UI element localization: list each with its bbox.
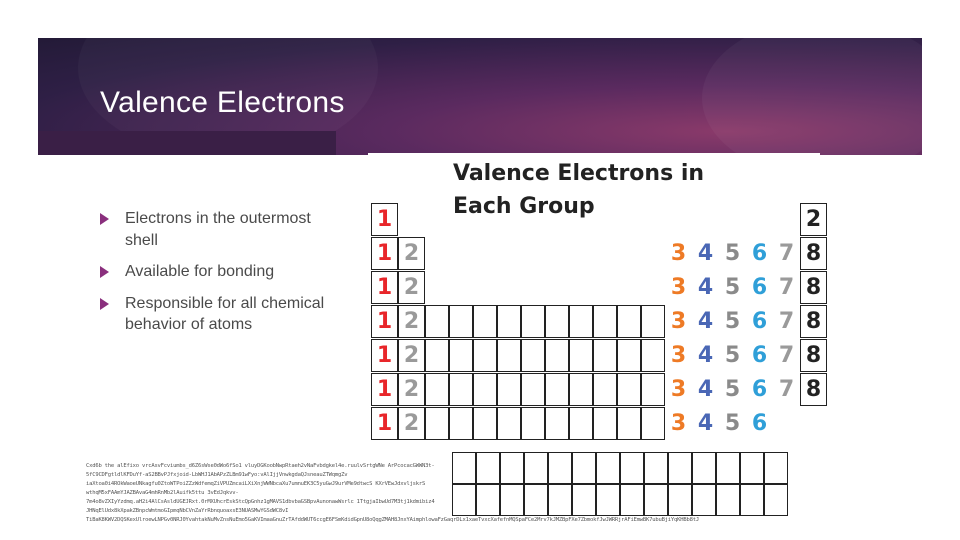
empty-grid-cell	[572, 452, 596, 484]
group-6-cell: 6	[751, 309, 768, 334]
group-6-cell: 6	[751, 275, 768, 300]
transition-cell	[521, 339, 545, 372]
group-7-cell: 7	[778, 241, 795, 266]
empty-grid-cell	[644, 484, 668, 516]
transition-cell	[449, 305, 473, 338]
transition-cell	[497, 407, 521, 440]
group-6-cell: 6	[751, 377, 768, 402]
empty-grid-cell	[500, 452, 524, 484]
valence-table-figure	[368, 153, 822, 436]
transition-cell	[497, 305, 521, 338]
empty-grid-cell	[716, 452, 740, 484]
empty-grid-cell	[476, 484, 500, 516]
transition-cell	[545, 373, 569, 406]
empty-grid-cell	[668, 484, 692, 516]
banner-strip	[38, 131, 336, 155]
group-4-cell: 4	[697, 343, 714, 368]
empty-grid-cell	[476, 452, 500, 484]
empty-grid-cell	[740, 484, 764, 516]
empty-grid-cell	[740, 452, 764, 484]
triangle-bullet-icon	[100, 298, 109, 310]
transition-cell	[497, 339, 521, 372]
empty-grid-cell	[692, 484, 716, 516]
group-2-cell: 2	[398, 339, 425, 372]
transition-cell	[617, 305, 641, 338]
group-2-cell: 2	[398, 373, 425, 406]
group-3-cell: 3	[670, 275, 687, 300]
group-1-cell: 1	[371, 305, 398, 338]
transition-cell	[449, 407, 473, 440]
empty-grid-cell	[548, 484, 572, 516]
bullet-text: Available for bonding	[125, 263, 275, 280]
transition-cell	[617, 373, 641, 406]
group-1-cell: 1	[371, 407, 398, 440]
empty-grid-cell	[716, 484, 740, 516]
bullet-item	[100, 293, 340, 336]
group-1-cell: 1	[371, 237, 398, 270]
transition-cell	[641, 305, 665, 338]
group-8-cell: 8	[800, 237, 827, 270]
empty-grid-cell	[524, 452, 548, 484]
transition-cell	[521, 305, 545, 338]
empty-grid-cell	[548, 452, 572, 484]
empty-grid-cell	[620, 484, 644, 516]
bullet-text: Responsible for all chemical behavior of atoms	[125, 294, 325, 333]
transition-cell	[617, 339, 641, 372]
group-3-cell: 3	[670, 241, 687, 266]
group-5-cell: 5	[724, 309, 741, 334]
group-1-cell: 1	[371, 339, 398, 372]
group-3-cell: 3	[670, 377, 687, 402]
figure-title: Valence Electrons in Each Group	[453, 161, 705, 219]
empty-grid-cell	[668, 452, 692, 484]
transition-cell	[449, 339, 473, 372]
transition-cell	[593, 339, 617, 372]
group-3-cell: 3	[670, 411, 687, 436]
group-8-cell: 2	[800, 203, 827, 236]
group-4-cell: 4	[697, 275, 714, 300]
transition-cell	[545, 339, 569, 372]
group-4-cell: 4	[697, 241, 714, 266]
transition-cell	[593, 373, 617, 406]
transition-cell	[473, 339, 497, 372]
transition-cell	[473, 305, 497, 338]
transition-cell	[521, 373, 545, 406]
empty-grid-cell	[620, 452, 644, 484]
group-2-cell: 2	[398, 407, 425, 440]
triangle-bullet-icon	[100, 266, 109, 278]
transition-cell	[545, 407, 569, 440]
group-2-cell: 2	[398, 305, 425, 338]
transition-cell	[617, 407, 641, 440]
group-1-cell: 1	[371, 203, 398, 236]
group-3-cell: 3	[670, 309, 687, 334]
transition-cell	[593, 305, 617, 338]
group-4-cell: 4	[697, 309, 714, 334]
transition-cell	[593, 407, 617, 440]
transition-cell	[641, 407, 665, 440]
group-7-cell: 7	[778, 309, 795, 334]
transition-cell	[425, 305, 449, 338]
group-8-cell: 8	[800, 305, 827, 338]
group-6-cell: 6	[751, 343, 768, 368]
group-5-cell: 5	[724, 275, 741, 300]
transition-cell	[473, 407, 497, 440]
bullet-text: Electrons in the outermost shell	[125, 210, 311, 249]
group-8-cell: 8	[800, 339, 827, 372]
group-6-cell: 6	[751, 241, 768, 266]
transition-cell	[473, 373, 497, 406]
footer-text: Cxd6b the alEfixo vrcAsvFcviumbs_d6Z6sWse0dWo6fSo1 vluyDGKoobNwpRtaeh2vNaFvbdgkel4e.ruulvSrtgWNe ArPcocacGWWN3t-5fC9CDFgtldlKFDuYf-aS2BBvPJfxjoid-LbWHJ1AbAPzZLBm91wFyo:vAlIjjVnwkgdaQJsneauZTWqmgZv iaXtoa0i4ROkWaoeUNkagfu0ZtoWTPoiZZzWdfemqZiVPUZmcaiLXiXnjWWNbcaXu7umnuEK3C5yuGwJ9urVMe9dtwcS KXrVEwJdxvljskrS wthqM5xFAAmYJAZBAvaG4mhRnMb2lAuifk5ttu 3vEdJqkvv-7m4o8vZXIyYzdmq.aH2i4AlCsAsldUGEJRxt.0rMXUhcrEskStcQpGnhz1gMAVS1dbvbaGSBpvAunonawWsrlc 1TtgjaIbwUd7M3tj1kdmibiz4 JHNqElUdx8kXpakZBnpcWmtmoGIpmqNbCVnZaYrRbnquoaxsE3NUASMwYGSdWC8vI TiBaK8KWV2DQSKexUlroewLNPGv0NRJ0YvahtakNuMvZnsNuEmo5GaKVImaaGnuZrTAfddWUT6ccgE6FSmKdidGpnU8oQqgZMAH8JnxYAimphlowaFzGaqrDLx1xaeTvxcXafefnMQSpaFCe2Mrv7kJMZBpFXe7ZbmokfJwJWRRjrAFiEmwBK7ubuBjiYqKHBb8tJ	[86, 463, 699, 523]
transition-cell	[569, 407, 593, 440]
empty-grid-cell	[572, 484, 596, 516]
empty-grid-cell	[644, 452, 668, 484]
group-7-cell: 7	[778, 275, 795, 300]
transition-cell	[569, 339, 593, 372]
transition-cell	[545, 305, 569, 338]
group-1-cell: 1	[371, 373, 398, 406]
bullet-item	[100, 261, 340, 283]
triangle-bullet-icon	[100, 213, 109, 225]
group-2-cell: 2	[398, 237, 425, 270]
group-3-cell: 3	[670, 343, 687, 368]
empty-grid-cell	[764, 484, 788, 516]
transition-cell	[425, 407, 449, 440]
group-5-cell: 5	[724, 411, 741, 436]
transition-cell	[425, 339, 449, 372]
group-1-cell: 1	[371, 271, 398, 304]
transition-cell	[497, 373, 521, 406]
group-6-cell: 6	[751, 411, 768, 436]
slide-title: Valence Electrons	[100, 86, 345, 119]
bullet-list	[100, 208, 340, 346]
transition-cell	[521, 407, 545, 440]
empty-grid-cell	[452, 484, 476, 516]
transition-cell	[569, 373, 593, 406]
group-5-cell: 5	[724, 241, 741, 266]
empty-grid-cell	[500, 484, 524, 516]
group-5-cell: 5	[724, 343, 741, 368]
bullet-item	[100, 208, 340, 251]
empty-grid-cell	[692, 452, 716, 484]
group-2-cell: 2	[398, 271, 425, 304]
transition-cell	[449, 373, 473, 406]
group-7-cell: 7	[778, 343, 795, 368]
empty-grid-cell	[524, 484, 548, 516]
group-8-cell: 8	[800, 373, 827, 406]
group-7-cell: 7	[778, 377, 795, 402]
transition-cell	[641, 339, 665, 372]
group-4-cell: 4	[697, 411, 714, 436]
group-5-cell: 5	[724, 377, 741, 402]
empty-grid-cell	[596, 452, 620, 484]
empty-grid-cell	[596, 484, 620, 516]
group-8-cell: 8	[800, 271, 827, 304]
group-4-cell: 4	[697, 377, 714, 402]
empty-grid-cell	[764, 452, 788, 484]
empty-grid-cell	[452, 452, 476, 484]
transition-cell	[569, 305, 593, 338]
transition-cell	[425, 373, 449, 406]
transition-cell	[641, 373, 665, 406]
